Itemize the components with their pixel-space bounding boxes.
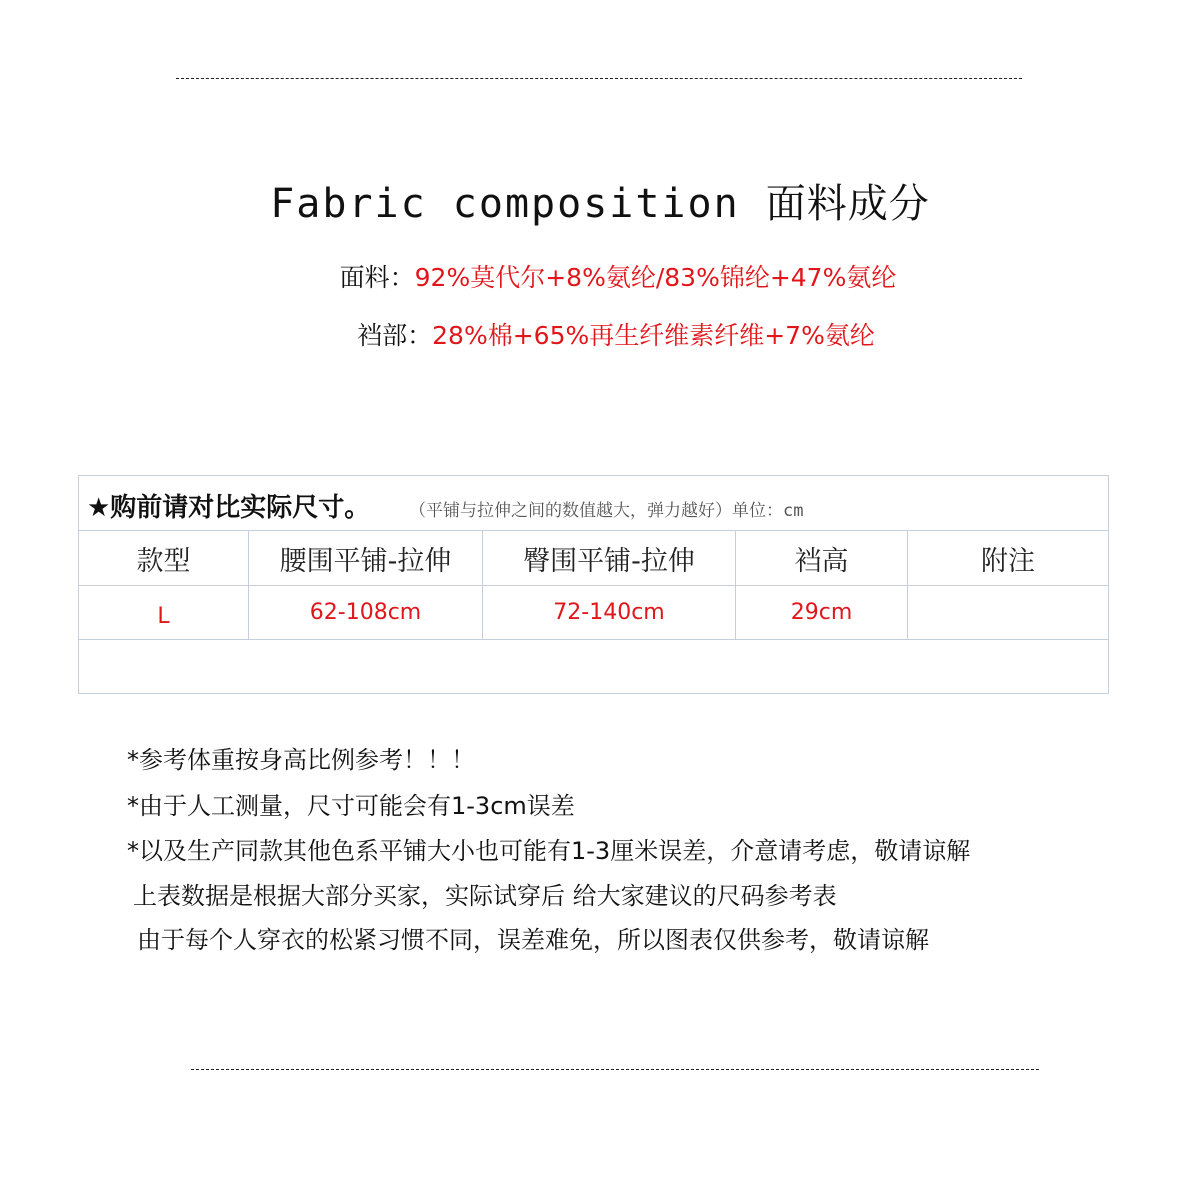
table-row: [79, 586, 1108, 640]
top-dashed-divider: [176, 78, 1022, 79]
crotch-composition-line: [16, 316, 1200, 352]
size-notice-sub: （平铺与拉伸之间的数值越大，弹力越好）单位：cm: [409, 501, 804, 521]
table-header-row: [79, 531, 1108, 586]
note-line: *以及生产同款其他色系平铺大小也可能有1-3厘米误差，介意请考虑，敬请谅解: [127, 837, 971, 865]
header-remarks: 附注: [981, 545, 1035, 577]
header-style: 款型: [79, 531, 249, 585]
note-line: 由于每个人穿衣的松紧习惯不同，误差难免，所以图表仅供参考，敬请谅解: [137, 926, 929, 954]
note-line: *由于人工测量，尺寸可能会有1-3cm误差: [127, 792, 575, 820]
cell-size: L: [79, 586, 249, 639]
fabric-value: 92%莫代尔+8%氨纶/83%锦纶+47%氨纶: [414, 263, 897, 292]
header-hip: 臀围平铺-拉伸: [483, 531, 736, 585]
fabric-label: 面料：: [339, 263, 415, 292]
bottom-dashed-divider: [191, 1069, 1039, 1070]
note-line: 上表数据是根据大部分买家，实际试穿后 给大家建议的尺码参考表: [133, 882, 837, 910]
size-table: [78, 475, 1109, 694]
note-line: *参考体重按身高比例参考！！！: [127, 746, 475, 774]
page-title: [0, 172, 1200, 229]
title-english: Fabric composition: [270, 181, 740, 227]
crotch-value: 28%棉+65%再生纤维素纤维+7%氨纶: [432, 321, 875, 350]
cell-waist: 62-108cm: [249, 586, 483, 639]
header-waist: 腰围平铺-拉伸: [249, 531, 483, 585]
title-chinese: 面料成分: [765, 181, 930, 227]
fabric-composition-line: [18, 258, 1200, 294]
cell-hip: 72-140cm: [483, 586, 736, 639]
cell-remarks: [908, 586, 1108, 639]
size-notice-main: ★购前请对比实际尺寸。: [87, 493, 371, 523]
size-notice-row: [79, 476, 1108, 531]
header-crotch-height: 裆高: [736, 531, 908, 585]
cell-crotch-height: 29cm: [736, 586, 908, 639]
crotch-label: 裆部：: [357, 321, 433, 350]
